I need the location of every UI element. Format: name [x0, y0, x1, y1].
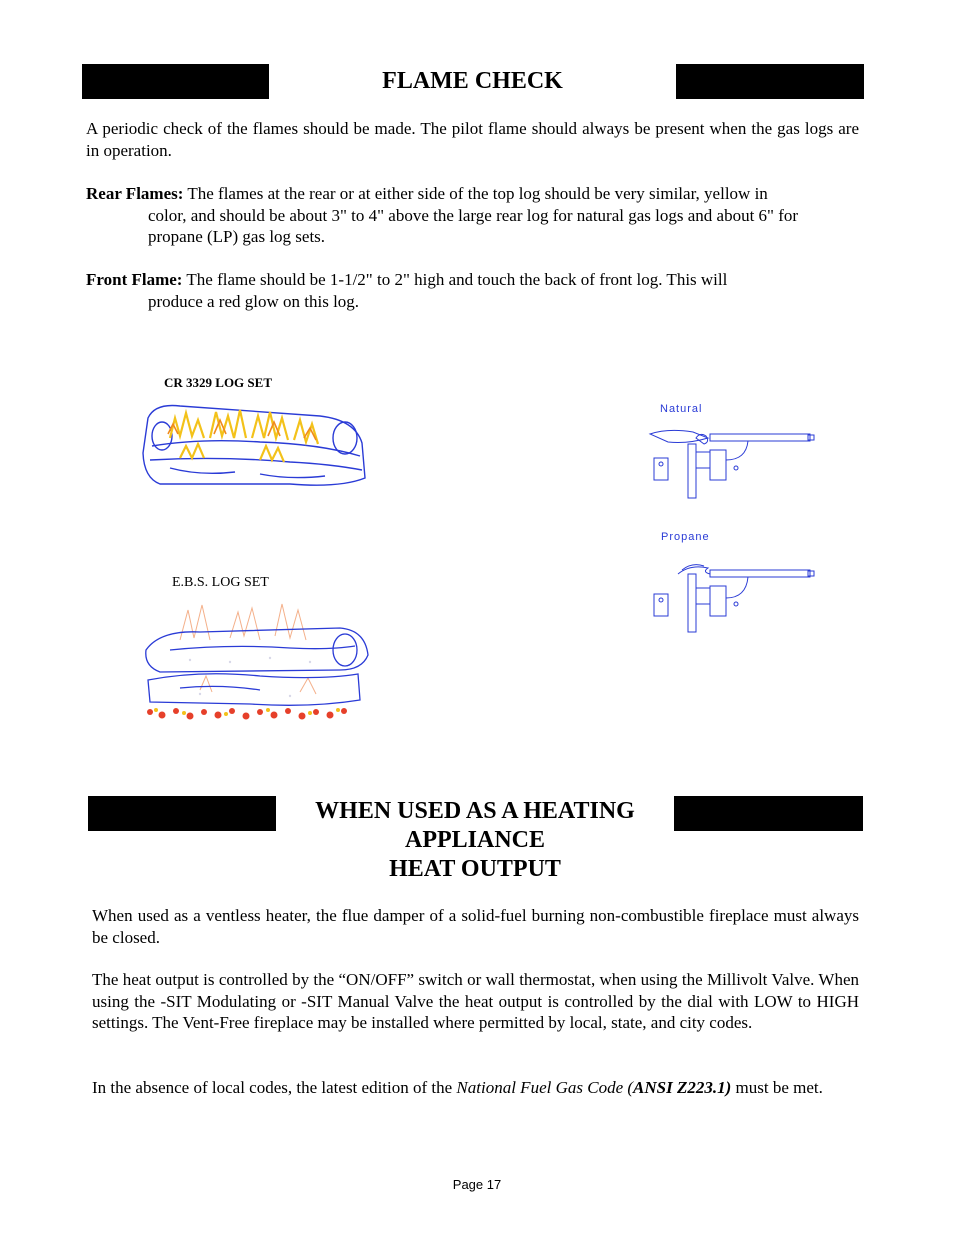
front-flame-label: Front Flame: — [86, 270, 183, 289]
ventless-paragraph: When used as a ventless heater, the flue damper of a solid-fuel burning non-combustible fireplace must always be closed. — [92, 906, 859, 947]
section-title-heat-output — [276, 797, 674, 884]
front-flame-text-rest: produce a red glow on this log. — [148, 291, 360, 311]
header-bar-left — [82, 64, 269, 99]
intro-paragraph: A periodic check of the flames should be made. The pilot flame should always be present when the gas logs are in operation. — [86, 119, 859, 160]
page-number: Page 17 — [452, 1177, 502, 1192]
heat-output-paragraph: The heat output is controlled by the “ON/OFF” switch or wall thermostat, when using the Millivolt Valve. When using the -SIT Modulating or -SIT Manual Valve the heat output is controlled by the dial with LOW to HIGH settings. The Vent-Free fireplace may be installed where permitted by local, state, and city codes. — [92, 970, 859, 1032]
logset-cr3329-caption: CR 3329 LOG SET — [164, 375, 272, 390]
rear-flames-paragraph — [86, 183, 846, 248]
front-flame-paragraph — [86, 269, 846, 312]
section-title-flame-check: FLAME CHECK — [382, 68, 563, 94]
heat-title-line1: WHEN USED AS A HEATING — [315, 798, 635, 824]
pilot-propane-diagram — [648, 560, 818, 640]
codes-paragraph — [92, 1077, 859, 1099]
rear-flames-label: Rear Flames: — [86, 184, 184, 203]
header-bar-right — [676, 64, 864, 99]
codes-text-ansi: ANSI Z223.1) — [633, 1078, 732, 1097]
header2-bar-right — [674, 796, 863, 831]
rear-flames-text-rest: color, and should be about 3" to 4" above the large rear log for natural gas logs and about 6" for propane (LP) gas log sets. — [148, 205, 799, 246]
pilot-natural-label: Natural — [660, 403, 703, 415]
front-flame-text-line1: The flame should be 1-1/2" to 2" high and touch the back of front log. This will — [182, 270, 728, 289]
heat-title-line3: HEAT OUTPUT — [389, 856, 561, 882]
rear-flames-text-line1: The flames at the rear or at either side of the top log should be very similar, yellow in — [183, 184, 768, 203]
codes-text-prefix: In the absence of local codes, the latest edition of the — [92, 1078, 457, 1097]
codes-text-suffix: must be met. — [731, 1078, 823, 1097]
pilot-propane-label: Propane — [661, 531, 710, 543]
pilot-natural-diagram — [648, 420, 818, 500]
logset-cr3329-drawing — [140, 398, 370, 493]
codes-text-italic: National Fuel Gas Code ( — [456, 1078, 634, 1097]
heat-title-line2: APPLIANCE — [404, 827, 545, 853]
header2-bar-left — [88, 796, 276, 831]
logset-ebs-caption: E.B.S. LOG SET — [172, 575, 269, 590]
logset-ebs-drawing — [140, 600, 370, 725]
